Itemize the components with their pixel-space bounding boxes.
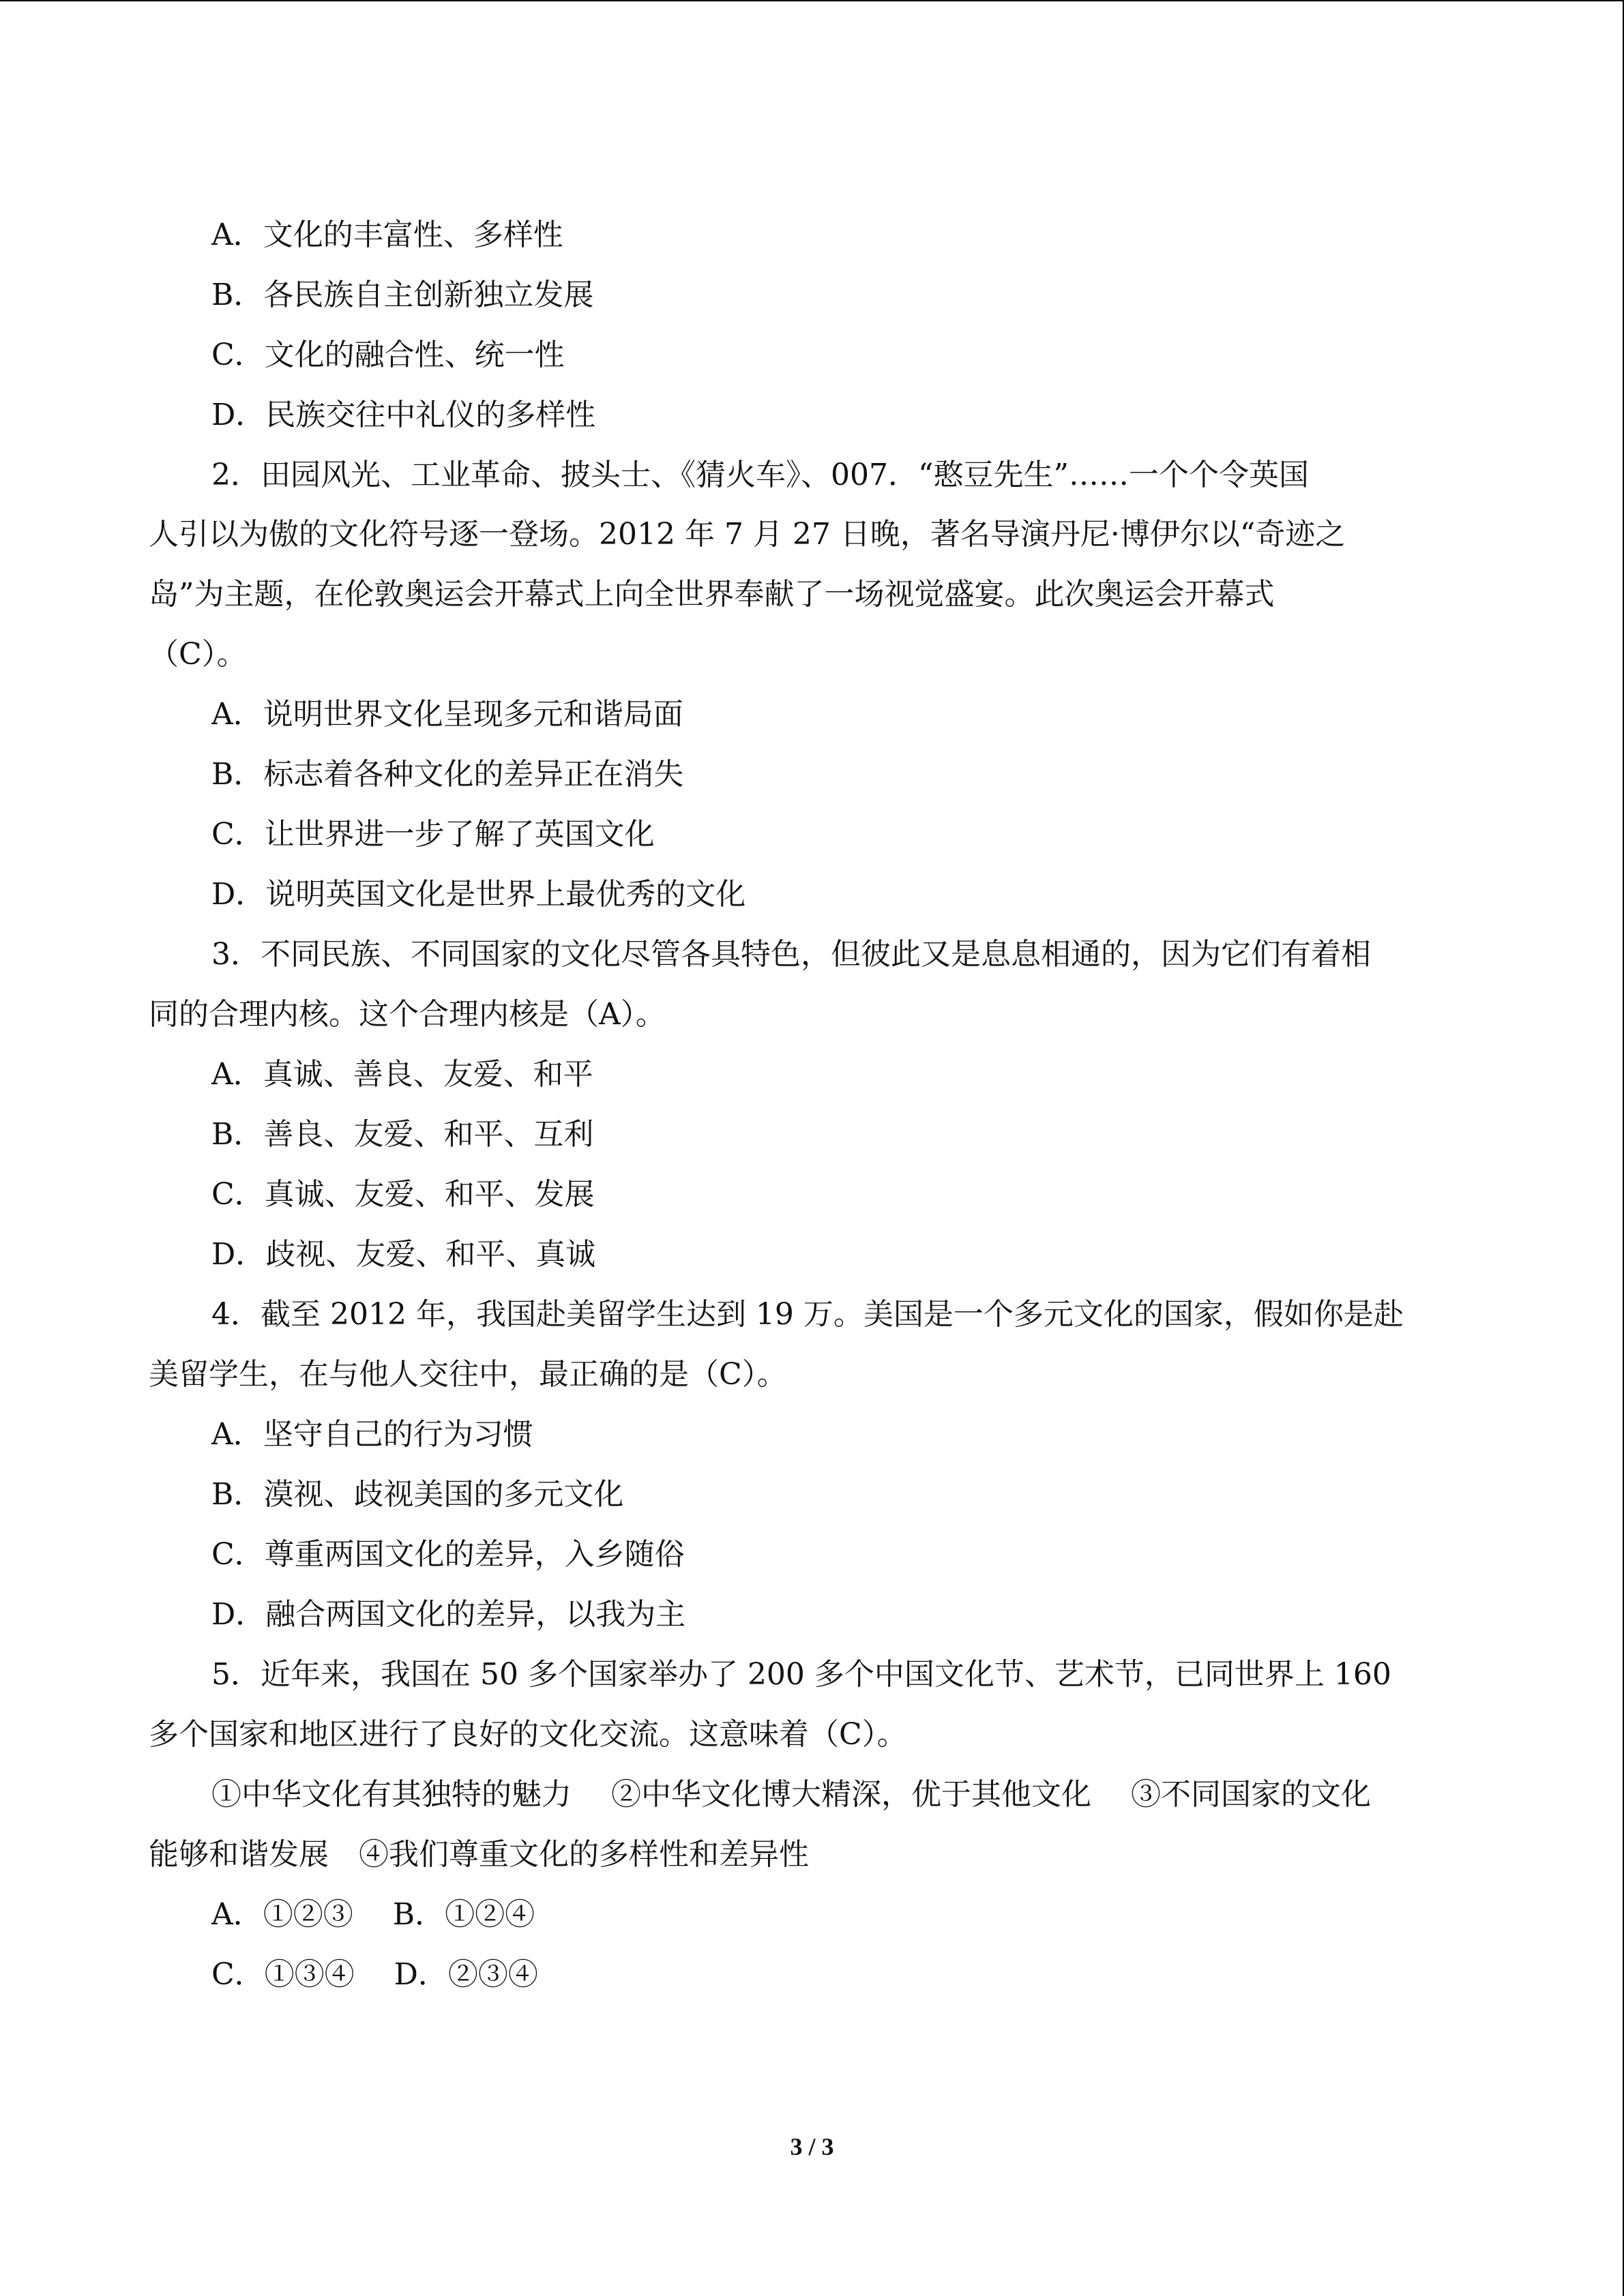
q4-text-line: 美留学生，在与他人交往中，最正确的是（C）。 xyxy=(149,1357,787,1392)
q2-text-line: 人引以为傲的文化符号逐一登场。2012 年 7 月 27 日晚，著名导演丹尼·博伊尔以“奇迹之 xyxy=(149,517,1346,552)
q4-text-line: 4．截至 2012 年，我国赴美留学生达到 19 万。美国是一个多元文化的国家，假如你是赴 xyxy=(211,1297,1404,1332)
q3-option-c: C．真诚、友爱、和平、发展 xyxy=(211,1177,595,1212)
q2-option-c: C．让世界进一步了解了英国文化 xyxy=(211,817,655,852)
q2-text-line: （C）。 xyxy=(149,637,247,672)
q3-option-d: D．歧视、友爱、和平、真诚 xyxy=(211,1237,596,1272)
q5-statement-line: 能够和谐发展 ④我们尊重文化的多样性和差异性 xyxy=(149,1837,809,1872)
q4-option-b: B．漠视、歧视美国的多元文化 xyxy=(211,1477,624,1512)
q3-option-b: B．善良、友爱、和平、互利 xyxy=(211,1117,594,1152)
q3-text-line: 3．不同民族、不同国家的文化尽管各具特色，但彼此又是息息相通的，因为它们有着相 xyxy=(211,937,1371,972)
q1-option-d: D．民族交往中礼仪的多样性 xyxy=(211,398,596,432)
q5-options-cd: C．①③④ D．②③④ xyxy=(211,1957,538,1992)
q2-text-line: 2．田园风光、工业革命、披头士、《猜火车》、007．“憨豆先生”……一个个令英国 xyxy=(211,458,1309,492)
q5-options-ab: A．①②③ B．①②④ xyxy=(211,1897,535,1932)
q5-statement-line: ①中华文化有其独特的魅力 ②中华文化博大精深，优于其他文化 ③不同国家的文化 xyxy=(211,1777,1371,1812)
page-number: 3 / 3 xyxy=(790,2133,834,2160)
q1-option-c: C．文化的融合性、统一性 xyxy=(211,338,565,372)
q4-option-d: D．融合两国文化的差异，以我为主 xyxy=(211,1597,686,1632)
q2-option-d: D．说明英国文化是世界上最优秀的文化 xyxy=(211,877,746,912)
q4-option-a: A．坚守自己的行为习惯 xyxy=(211,1417,533,1452)
q3-text-line: 同的合理内核。这个合理内核是（A）。 xyxy=(149,997,666,1032)
q5-text-line: 多个国家和地区进行了良好的文化交流。这意味着（C）。 xyxy=(149,1717,907,1752)
q5-text-line: 5．近年来，我国在 50 多个国家举办了 200 多个中国文化节、艺术节，已同世界上 160 xyxy=(211,1657,1391,1692)
q2-text-line: 岛”为主题，在伦敦奥运会开幕式上向全世界奉献了一场视觉盛宴。此次奥运会开幕式 xyxy=(149,577,1275,612)
q1-option-b: B．各民族自主创新独立发展 xyxy=(211,278,594,312)
q1-option-a: A．文化的丰富性、多样性 xyxy=(211,218,563,252)
q4-option-c: C．尊重两国文化的差异，入乡随俗 xyxy=(211,1537,685,1572)
q3-option-a: A．真诚、善良、友爱、和平 xyxy=(211,1057,593,1092)
q2-option-a: A．说明世界文化呈现多元和谐局面 xyxy=(211,697,683,732)
q2-option-b: B．标志着各种文化的差异正在消失 xyxy=(211,757,684,792)
